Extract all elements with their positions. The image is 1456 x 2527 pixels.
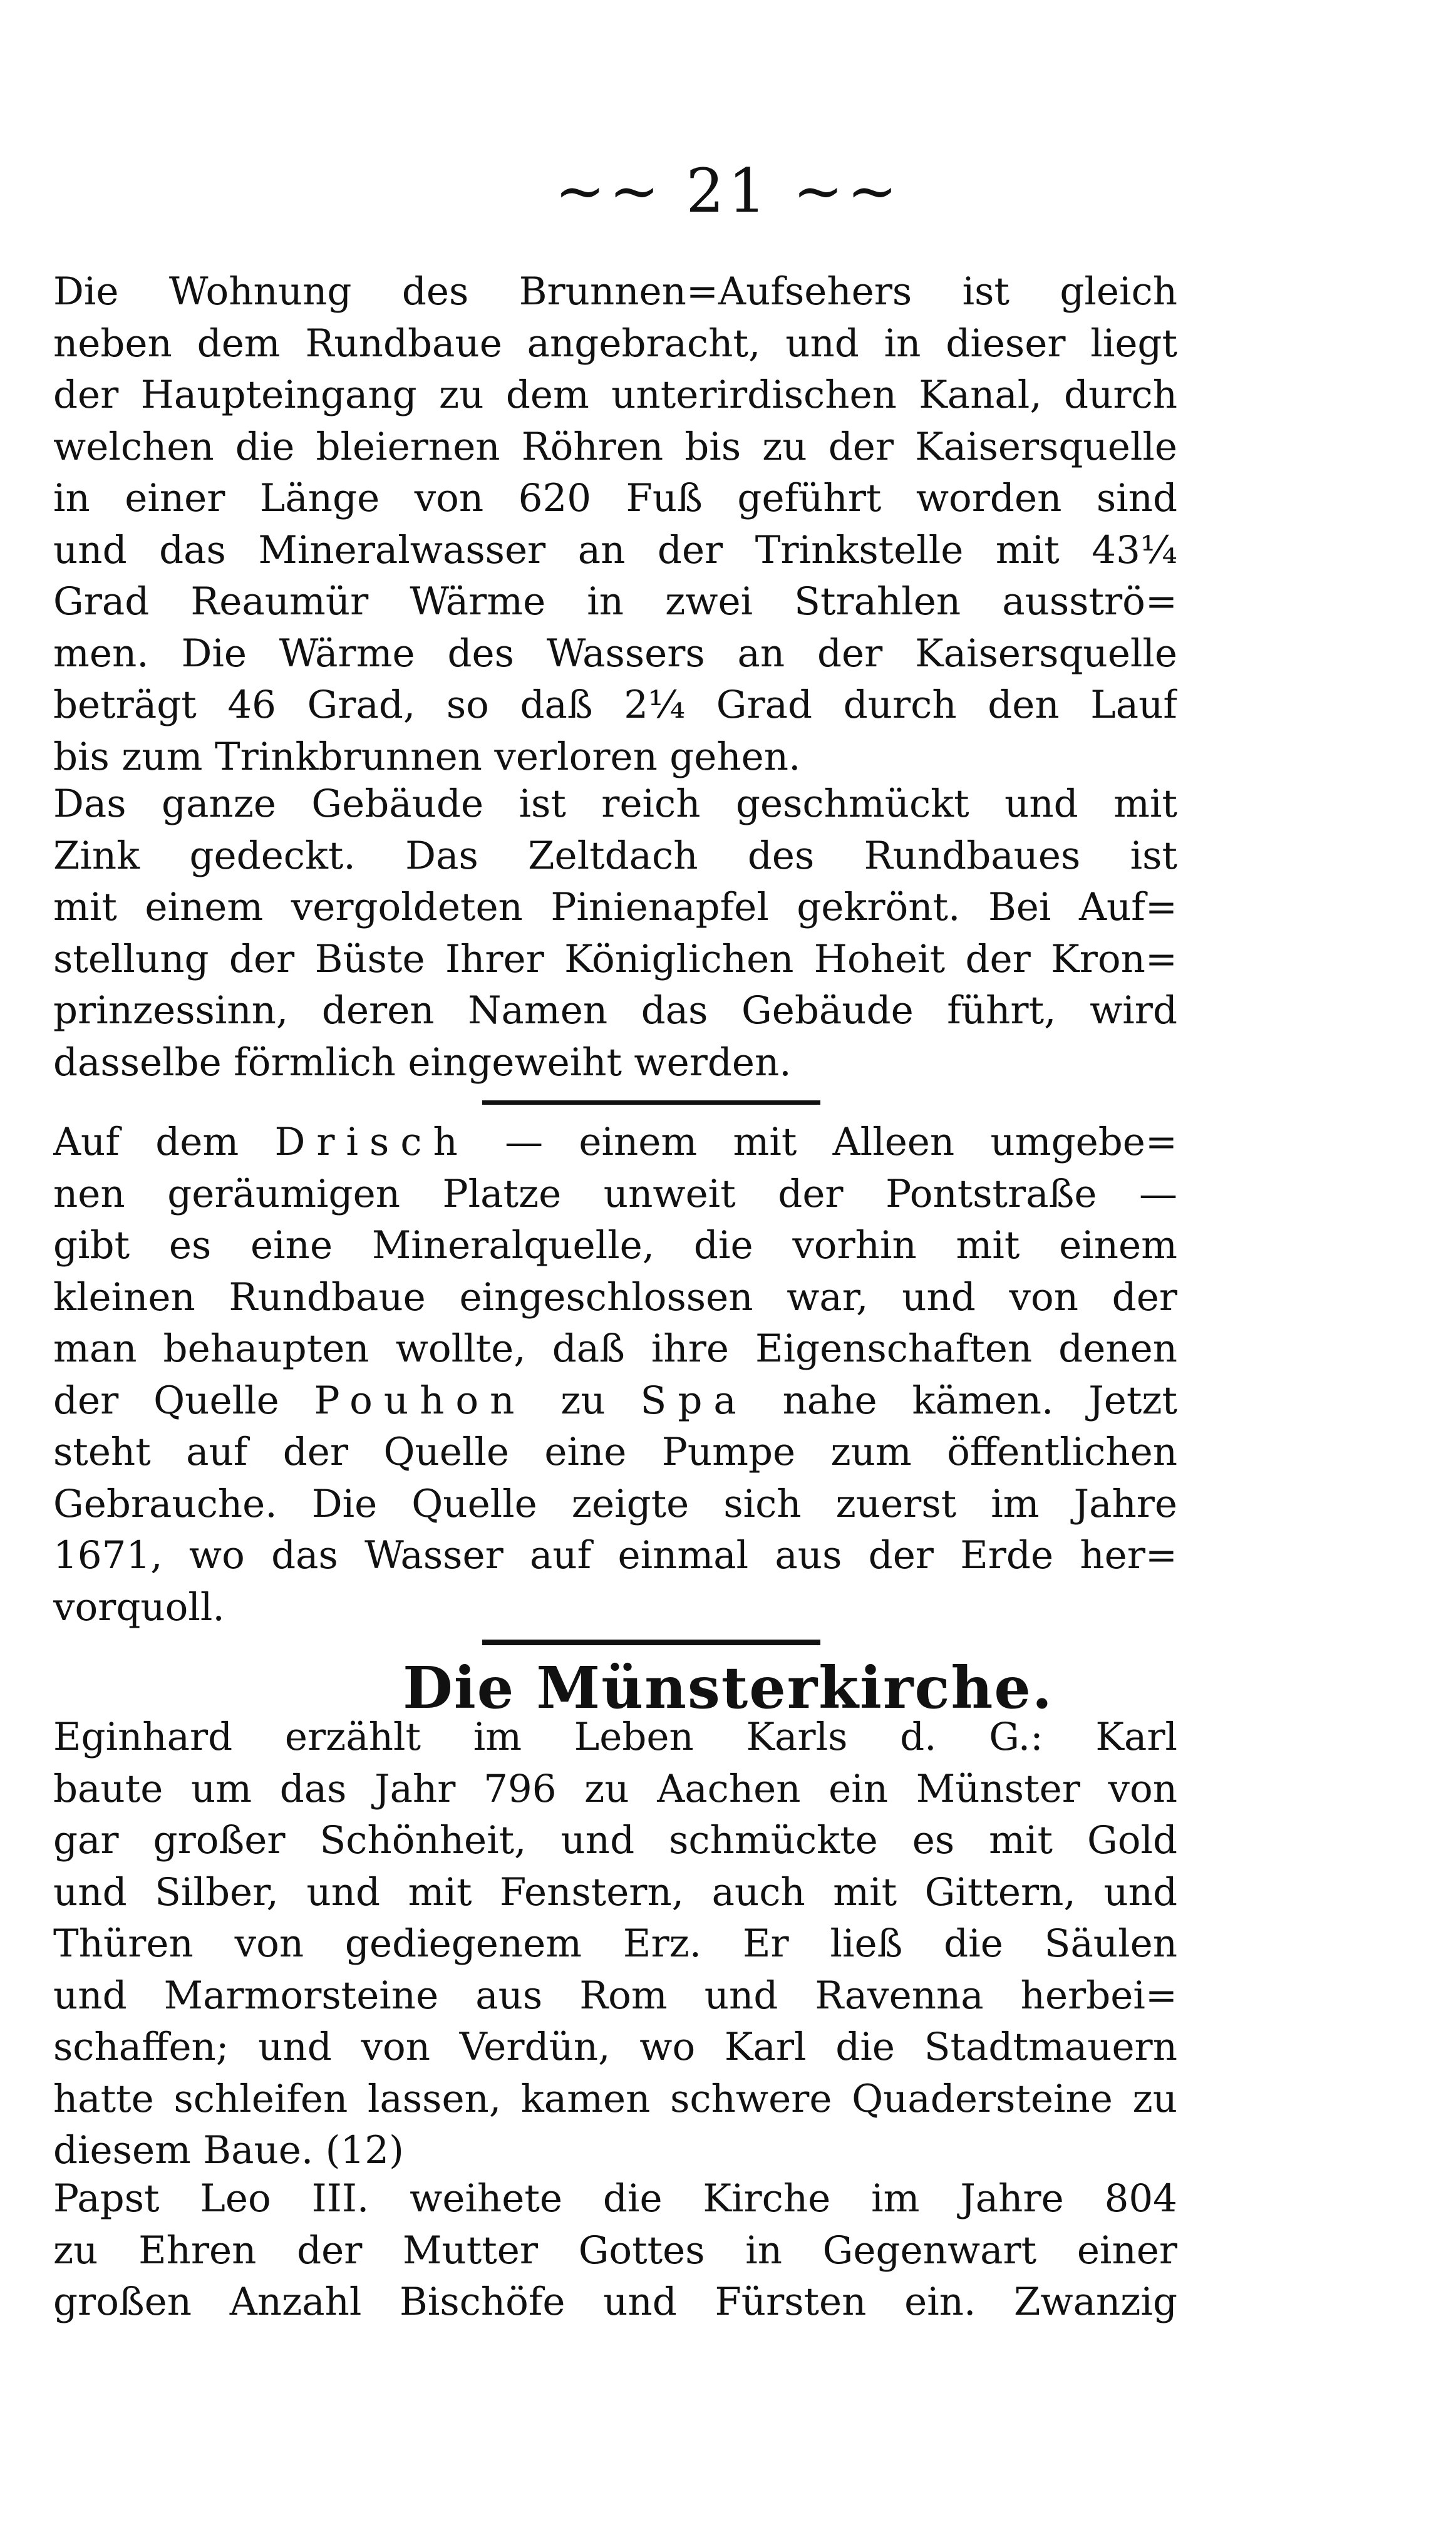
text-line: schaffen; und von Verdün, wo Karl die Stadtmauern <box>53 2025 1177 2069</box>
text-line: gar großer Schönheit, und schmückte es mit Gold <box>53 1818 1177 1863</box>
paragraph-brunnen-aufseher <box>53 266 1177 783</box>
text-fragment: zu <box>525 1378 641 1423</box>
text-line: Die Wohnung des Brunnen=Aufsehers ist gleich <box>53 269 1177 314</box>
place-name-spa: Spa <box>640 1378 748 1423</box>
text-line: und Silber, und mit Fenstern, auch mit Gittern, und <box>53 1869 1177 1915</box>
place-name-drisch: Drisch <box>274 1120 469 1164</box>
paragraph-gebaeude <box>53 778 1177 1088</box>
text-line: in einer Länge von 620 Fuß geführt worden sind <box>53 476 1177 520</box>
text-line: Grad Reaumür Wärme in zwei Strahlen ausströ= <box>53 579 1177 624</box>
text-line: der Haupteingang zu dem unterirdischen Kanal, durch <box>53 373 1177 417</box>
text-fragment: nahe kämen. Jetzt <box>747 1378 1177 1423</box>
page-number: ~~ 21 ~~ <box>555 156 901 226</box>
text-line: kleinen Rundbaue eingeschlossen war, und von der <box>53 1274 1177 1320</box>
text-line: diesem Baue. (12) <box>53 2128 404 2173</box>
text-line: bis zum Trinkbrunnen verloren gehen. <box>53 734 801 779</box>
text-line: Eginhard erzählt im Leben Karls d. G.: Karl <box>53 1715 1177 1759</box>
text-line: großen Anzahl Bischöfe und Fürsten ein. Zwanzig <box>53 2280 1177 2324</box>
paragraph-papst-leo <box>53 2173 1177 2328</box>
text-line: gibt es eine Mineralquelle, die vorhin mit einem <box>53 1223 1177 1268</box>
text-line: man behaupten wollte, daß ihre Eigenschaften denen <box>53 1326 1177 1371</box>
text-line: prinzessinn, deren Namen das Gebäude führt, wird <box>53 988 1177 1033</box>
text-line <box>53 1375 1177 1427</box>
text-line: nen geräumigen Platze unweit der Pontstraße — <box>53 1171 1177 1216</box>
text-line <box>53 1117 1177 1169</box>
text-line: steht auf der Quelle eine Pumpe zum öffentlichen <box>53 1430 1177 1474</box>
text-line: und Marmorsteine aus Rom und Ravenna herbei= <box>53 1973 1177 2018</box>
text-fragment: der Quelle <box>53 1378 314 1423</box>
text-line: mit einem vergoldeten Pinienapfel gekrönt. Bei Auf= <box>53 885 1177 929</box>
text-fragment: Auf dem <box>53 1120 275 1164</box>
text-line: beträgt 46 Grad, so daß 2¼ Grad durch den Lauf <box>53 683 1177 727</box>
text-line: neben dem Rundbaue angebracht, und in dieser liegt <box>53 321 1177 366</box>
text-line: zu Ehren der Mutter Gottes in Gegenwart einer <box>53 2228 1177 2273</box>
paragraph-eginhard <box>53 1712 1177 2177</box>
section-heading: Die Münsterkirche. <box>403 1654 1053 1722</box>
text-line: Das ganze Gebäude ist reich geschmückt und mit <box>53 782 1177 826</box>
text-line: 1671, wo das Wasser auf einmal aus der Erde her= <box>53 1533 1177 1578</box>
text-line: stellung der Büste Ihrer Königlichen Hoheit der Kron= <box>53 936 1177 981</box>
text-line: men. Die Wärme des Wassers an der Kaisersquelle <box>53 631 1177 676</box>
text-fragment: — einem mit Alleen umgebe= <box>468 1120 1177 1164</box>
text-line: hatte schleifen lassen, kamen schwere Quadersteine zu <box>53 2076 1177 2121</box>
text-line: Zink gedeckt. Das Zeltdach des Rundbaues ist <box>53 833 1177 878</box>
text-line: Gebrauche. Die Quelle zeigte sich zuerst im Jahre <box>53 1481 1177 1526</box>
text-line: vorquoll. <box>53 1584 225 1630</box>
section-divider <box>482 1640 820 1645</box>
section-divider <box>482 1100 820 1105</box>
text-line: dasselbe förmlich eingeweiht werden. <box>53 1040 792 1085</box>
text-line: baute um das Jahr 796 zu Aachen ein Münster von <box>53 1766 1177 1811</box>
text-line: und das Mineralwasser an der Trinkstelle mit 43¼ <box>53 527 1177 572</box>
place-name-pouhon: Pouhon <box>314 1378 526 1423</box>
text-line: welchen die bleiernen Röhren bis zu der Kaisersquelle <box>53 424 1177 469</box>
text-line: Thüren von gediegenem Erz. Er ließ die Säulen <box>53 1921 1177 1966</box>
paragraph-drisch <box>53 1117 1177 1633</box>
text-line: Papst Leo III. weihete die Kirche im Jahre 804 <box>53 2176 1177 2221</box>
